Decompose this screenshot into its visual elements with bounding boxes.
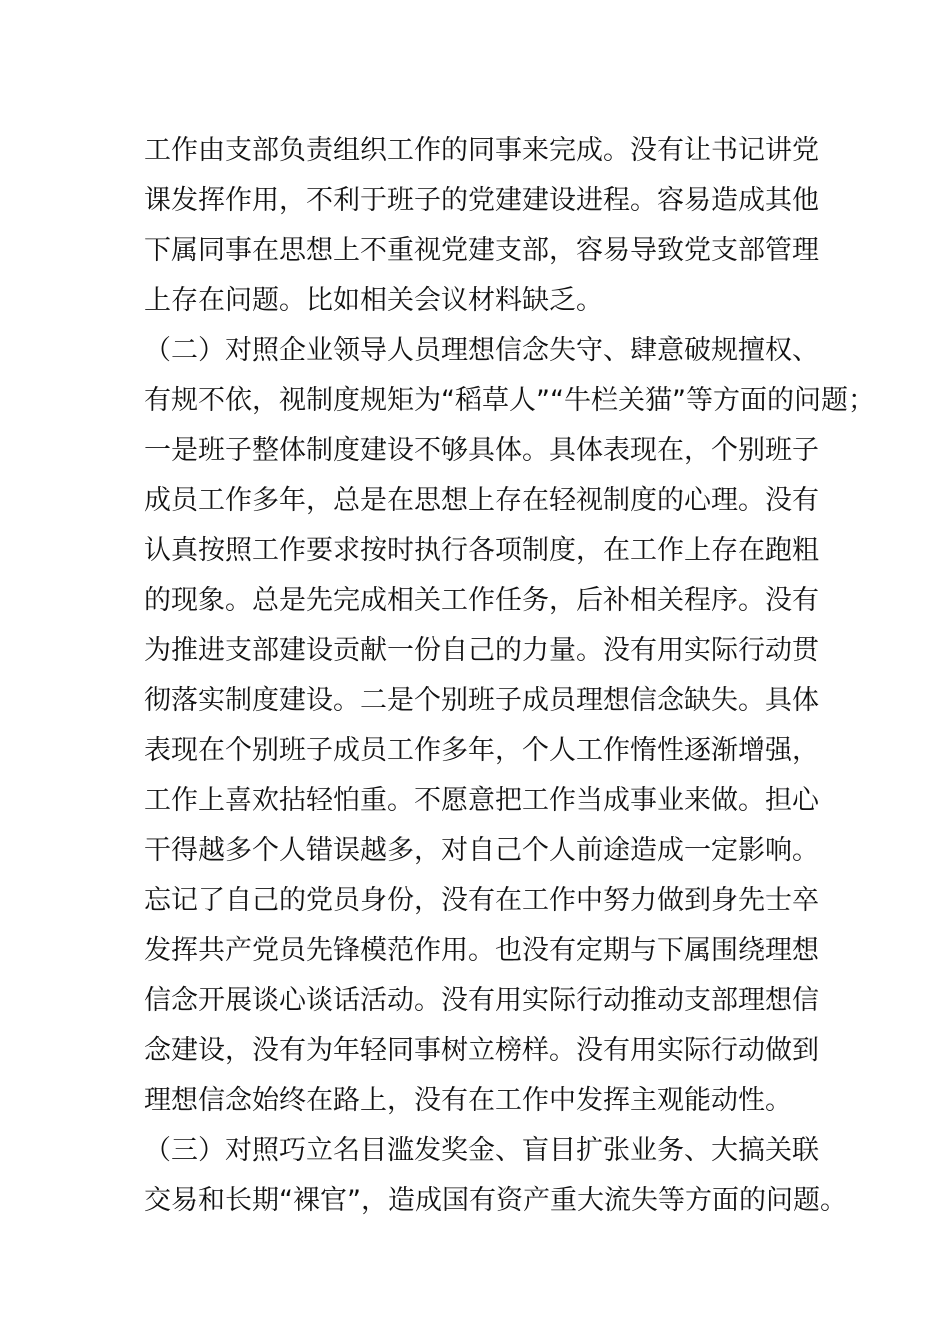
text-line: 课发挥作用，不利于班子的党建建设进程。容易造成其他	[144, 185, 819, 216]
text-line: 理想信念始终在路上，没有在工作中发挥主观能动性。	[144, 1085, 792, 1116]
section-heading-2: （二）对照企业领导人员理想信念失守、肆意破规擅权、	[144, 335, 819, 366]
text-line: 忘记了自己的党员身份，没有在工作中努力做到身先士卒	[144, 885, 819, 916]
text-line: 念建设，没有为年轻同事树立榜样。没有用实际行动做到	[144, 1035, 819, 1066]
text-line: 的现象。总是先完成相关工作任务，后补相关程序。没有	[144, 585, 819, 616]
body-text	[144, 126, 875, 1226]
text-line: 有规不依，视制度规矩为“稻草人”“牛栏关猫”等方面的问题；	[144, 385, 875, 416]
text-line: 信念开展谈心谈话活动。没有用实际行动推动支部理想信	[144, 985, 819, 1016]
text-line: 下属同事在思想上不重视党建支部，容易导致党支部管理	[144, 235, 819, 266]
text-line: 一是班子整体制度建设不够具体。具体表现在，个别班子	[144, 435, 819, 466]
text-line: 工作由支部负责组织工作的同事来完成。没有让书记讲党	[144, 135, 819, 166]
text-line: 表现在个别班子成员工作多年，个人工作惰性逐渐增强，	[144, 735, 819, 766]
text-line: 彻落实制度建设。二是个别班子成员理想信念缺失。具体	[144, 685, 819, 716]
text-line: 交易和长期“裸官”，造成国有资产重大流失等方面的问题。	[144, 1185, 847, 1216]
text-line: 认真按照工作要求按时执行各项制度，在工作上存在跑粗	[144, 535, 819, 566]
section-heading-3: （三）对照巧立名目滥发奖金、盲目扩张业务、大搞关联	[144, 1135, 819, 1166]
text-line: 工作上喜欢拈轻怕重。不愿意把工作当成事业来做。担心	[144, 785, 819, 816]
text-line: 干得越多个人错误越多，对自己个人前途造成一定影响。	[144, 835, 819, 866]
text-line: 为推进支部建设贡献一份自己的力量。没有用实际行动贯	[144, 635, 819, 666]
text-line: 成员工作多年，总是在思想上存在轻视制度的心理。没有	[144, 485, 819, 516]
text-line: 发挥共产党员先锋模范作用。也没有定期与下属围绕理想	[144, 935, 819, 966]
text-line: 上存在问题。比如相关会议材料缺乏。	[144, 285, 603, 316]
